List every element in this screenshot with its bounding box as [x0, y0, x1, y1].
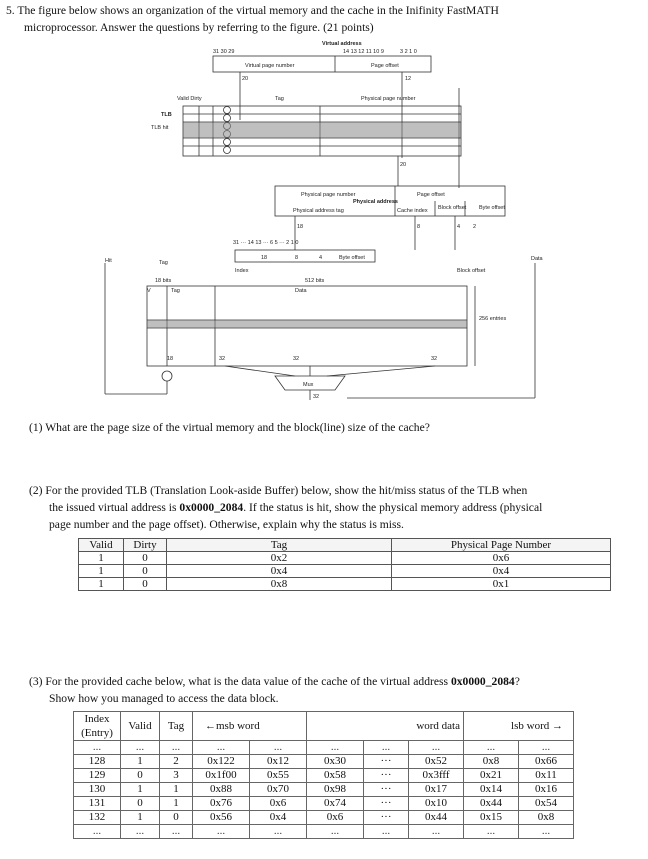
cache-word-cell: 0x44 [409, 811, 464, 825]
table-row [74, 811, 574, 825]
ellipsis-cell: ... [193, 741, 250, 755]
ellipsis-cell: ... [74, 825, 121, 839]
cache-word-cell: 0x8 [519, 811, 574, 825]
ellipsis-cell: ... [464, 825, 519, 839]
cache-tag-cell: 2 [160, 755, 193, 769]
cache-valid-cell: 1 [121, 755, 160, 769]
ellipsis-cell: ... [121, 825, 160, 839]
ellipsis-cell: ... [121, 741, 160, 755]
ellipsis-cell: ... [409, 741, 464, 755]
tlb-ppn-cell: 0x1 [392, 578, 611, 591]
tlb-header-valid: Valid [79, 539, 124, 552]
byte-offset-2-label: Byte offset [339, 255, 365, 261]
page-offset-label: Page offset [371, 63, 399, 69]
cache-word-cell: 0x52 [409, 755, 464, 769]
cache-tag-cell: 0 [160, 811, 193, 825]
cache-index-cell: 131 [74, 797, 121, 811]
q2-line-2-pre: the issued virtual address is [49, 501, 180, 514]
vpn-label: Virtual page number [245, 63, 295, 69]
table-row [74, 769, 574, 783]
tlb-ppn-cell: 0x6 [392, 552, 611, 565]
cache-valid-cell: 1 [121, 811, 160, 825]
q3-line-2: Show how you managed to access the data block. [49, 692, 279, 705]
ellipsis-cell: ... [364, 741, 409, 755]
tlb-ppn-label: Physical page number [361, 96, 416, 102]
va-bits-low: 3 2 1 0 [400, 49, 417, 55]
cache-word-cell: 0x122 [193, 755, 250, 769]
cache-header-valid: Valid [121, 712, 160, 741]
tlb-tag-cell: 0x2 [167, 552, 392, 565]
cache-word-cell: 0x12 [250, 755, 307, 769]
width-8-b: 8 [295, 255, 299, 261]
ellipsis-cell: ... [464, 741, 519, 755]
cache-word-cell: 0x11 [519, 769, 574, 783]
width-18-a: 18 [297, 224, 304, 230]
ellipsis-cell: ... [519, 825, 574, 839]
tlb-dirty-cell: 0 [124, 565, 167, 578]
width-2-a: 2 [473, 224, 477, 230]
cache-word-cell: 0x54 [519, 797, 574, 811]
block-offset-label: Block offset [438, 205, 467, 211]
ellipsis-cell: ... [519, 741, 574, 755]
cache-word-cell: 0x76 [193, 797, 250, 811]
byte-offset-label: Byte offset [479, 205, 505, 211]
cache-header-row [74, 712, 574, 741]
width-18-c: 18 [167, 356, 174, 362]
cache-table [73, 711, 574, 839]
cache-word-cell: 0x4 [250, 811, 307, 825]
intro-line-2: microprocessor. Answer the questions by referring to the figure. (21 points) [24, 21, 374, 34]
cache-word-cell: 0x56 [193, 811, 250, 825]
q2-line-1: (2) For the provided TLB (Translation Look-aside Buffer) below, show the hit/miss status of the TLB when [29, 484, 528, 497]
width-32-c: 32 [431, 356, 438, 362]
cache-tag-label: Tag [159, 260, 168, 266]
tlb-header-dirty: Dirty [124, 539, 167, 552]
cache-word-cell: 0x44 [464, 797, 519, 811]
width-20-b: 20 [400, 162, 407, 168]
tlb-dirty-cell: 0 [124, 552, 167, 565]
q2-line-2-post: . If the status is hit, show the physical memory address (physical [243, 501, 543, 514]
width-4-a: 4 [457, 224, 461, 230]
cache-header-msb: ←msb word [193, 712, 307, 741]
table-row [74, 825, 574, 839]
cache-word-cell: ··· [364, 755, 409, 769]
tlb-table [78, 538, 611, 591]
cache-word-cell: 0x14 [464, 783, 519, 797]
data-output-label: Data [531, 256, 543, 262]
question-2 [29, 482, 621, 533]
cache-tag-cell: 1 [160, 797, 193, 811]
tlb-valid-cell: 1 [79, 578, 124, 591]
ellipsis-cell: ... [307, 741, 364, 755]
cache-index-cell: 128 [74, 755, 121, 769]
problem-intro [6, 2, 636, 36]
cache-word-cell: ··· [364, 783, 409, 797]
pa-ppn-label: Physical page number [301, 192, 356, 198]
cache-word-cell: 0x88 [193, 783, 250, 797]
tlb-ppn-cell: 0x4 [392, 565, 611, 578]
tlb-header-row [79, 539, 611, 552]
table-row [74, 783, 574, 797]
cache-tag-cell: 3 [160, 769, 193, 783]
ellipsis-cell: ... [409, 825, 464, 839]
tlb-hit-label: TLB hit [151, 125, 169, 131]
cache-word-cell: 0x66 [519, 755, 574, 769]
cache-header-index: Index (Entry) [74, 712, 121, 741]
cache-word-cell: 0x55 [250, 769, 307, 783]
virtual-address-label: Virtual address [322, 41, 362, 47]
cache-header-tag: Tag [160, 712, 193, 741]
table-row [79, 578, 611, 591]
pa-tag-label: Physical address tag [293, 208, 344, 214]
tlb-tag-cell: 0x8 [167, 578, 392, 591]
cache-word-cell: 0x1f00 [193, 769, 250, 783]
ellipsis-cell: ... [160, 825, 193, 839]
tlb-valid-cell: 1 [79, 552, 124, 565]
cache-word-cell: ··· [364, 811, 409, 825]
cache-word-cell: 0x58 [307, 769, 364, 783]
tlb-tag-cell: 0x4 [167, 565, 392, 578]
block-offset-2-label: Block offset [457, 268, 486, 274]
cache-word-cell: 0x10 [409, 797, 464, 811]
table-row [79, 565, 611, 578]
table-row [74, 755, 574, 769]
ellipsis-cell: ... [307, 825, 364, 839]
ellipsis-cell: ... [193, 825, 250, 839]
valid-dirty-label: Valid Dirty [177, 96, 202, 102]
width-32-d: 32 [313, 394, 320, 400]
bits-512-label: 512 bits [305, 278, 325, 284]
ellipsis-cell: ... [250, 741, 307, 755]
cache-valid-cell: 0 [121, 769, 160, 783]
width-18-b: 18 [261, 255, 268, 261]
cache-word-cell: 0x16 [519, 783, 574, 797]
width-32-a: 32 [219, 356, 226, 362]
entries-label: 256 entries [479, 316, 507, 322]
cache-index-cell: 130 [74, 783, 121, 797]
pa-bit-positions: 31 ··· 14 13 ··· 6 5 ··· 2 1 0 [233, 240, 299, 246]
ellipsis-cell: ... [364, 825, 409, 839]
data-col-label: Data [295, 288, 307, 294]
tlb-label: TLB [161, 112, 172, 118]
cache-word-cell: 0x21 [464, 769, 519, 783]
question-3 [29, 673, 629, 707]
width-32-b: 32 [293, 356, 300, 362]
q2-line-2 [29, 499, 621, 516]
cache-word-cell: 0x8 [464, 755, 519, 769]
tlb-dirty-cell: 0 [124, 578, 167, 591]
q2-address: 0x0000_2084 [179, 501, 244, 514]
valid-label: V [147, 288, 151, 294]
tlb-header-ppn: Physical Page Number [392, 539, 611, 552]
cache-valid-cell: 0 [121, 797, 160, 811]
va-bits-left: 31 30 29 [213, 49, 235, 55]
cache-tag-cell: 1 [160, 783, 193, 797]
cache-word-cell: ··· [364, 797, 409, 811]
va-bits-mid: 14 13 12 11 10 9 [343, 49, 384, 55]
index-label: Index [235, 268, 249, 274]
width-20-a: 20 [242, 76, 249, 82]
ellipsis-cell: ... [74, 741, 121, 755]
q3-line-1 [29, 673, 629, 690]
cache-valid-cell: 1 [121, 783, 160, 797]
cache-index-label: Cache index [397, 208, 428, 214]
cache-word-cell: 0x74 [307, 797, 364, 811]
cache-word-cell: 0x30 [307, 755, 364, 769]
width-8-a: 8 [417, 224, 421, 230]
cache-tag-col-label: Tag [171, 288, 180, 294]
mux-label: Mux [303, 382, 314, 388]
cache-header-word-data: word data [307, 712, 464, 741]
q3-line-1-post: ? [514, 675, 520, 688]
memory-organization-figure [95, 38, 565, 408]
cache-word-cell: 0x6 [250, 797, 307, 811]
q2-line-3: page number and the page offset). Otherwise, explain why the status is miss. [49, 518, 404, 531]
q3-line-1-pre: (3) For the provided cache below, what is the data value of the cache of the virtual address [29, 675, 451, 688]
table-row [74, 797, 574, 811]
ellipsis-cell: ... [250, 825, 307, 839]
cache-header-lsb: lsb word → [464, 712, 574, 741]
width-12-a: 12 [405, 76, 412, 82]
question-1: (1) What are the page size of the virtual memory and the block(line) size of the cache? [29, 421, 430, 434]
cache-word-cell: 0x6 [307, 811, 364, 825]
cache-word-cell: 0x70 [250, 783, 307, 797]
cache-word-cell: 0x17 [409, 783, 464, 797]
cache-index-cell: 129 [74, 769, 121, 783]
physical-address-label: Physical address [353, 199, 398, 205]
ellipsis-cell: ... [160, 741, 193, 755]
hit-label: Hit [105, 258, 112, 264]
cache-index-cell: 132 [74, 811, 121, 825]
cache-word-cell: 0x15 [464, 811, 519, 825]
width-4-b: 4 [319, 255, 323, 261]
intro-line-1: 5. The figure below shows an organization of the virtual memory and the cache in the Inifinity FastMATH [6, 4, 499, 17]
cache-word-cell: 0x98 [307, 783, 364, 797]
tlb-tag-label: Tag [275, 96, 284, 102]
table-row [74, 741, 574, 755]
q3-address: 0x0000_2084 [450, 675, 515, 688]
tlb-header-tag: Tag [167, 539, 392, 552]
pa-page-offset-label: Page offset [417, 192, 445, 198]
tlb-valid-cell: 1 [79, 565, 124, 578]
cache-word-cell: 0x3fff [409, 769, 464, 783]
cache-word-cell: ··· [364, 769, 409, 783]
table-row [79, 552, 611, 565]
bits-18-label: 18 bits [155, 278, 172, 284]
